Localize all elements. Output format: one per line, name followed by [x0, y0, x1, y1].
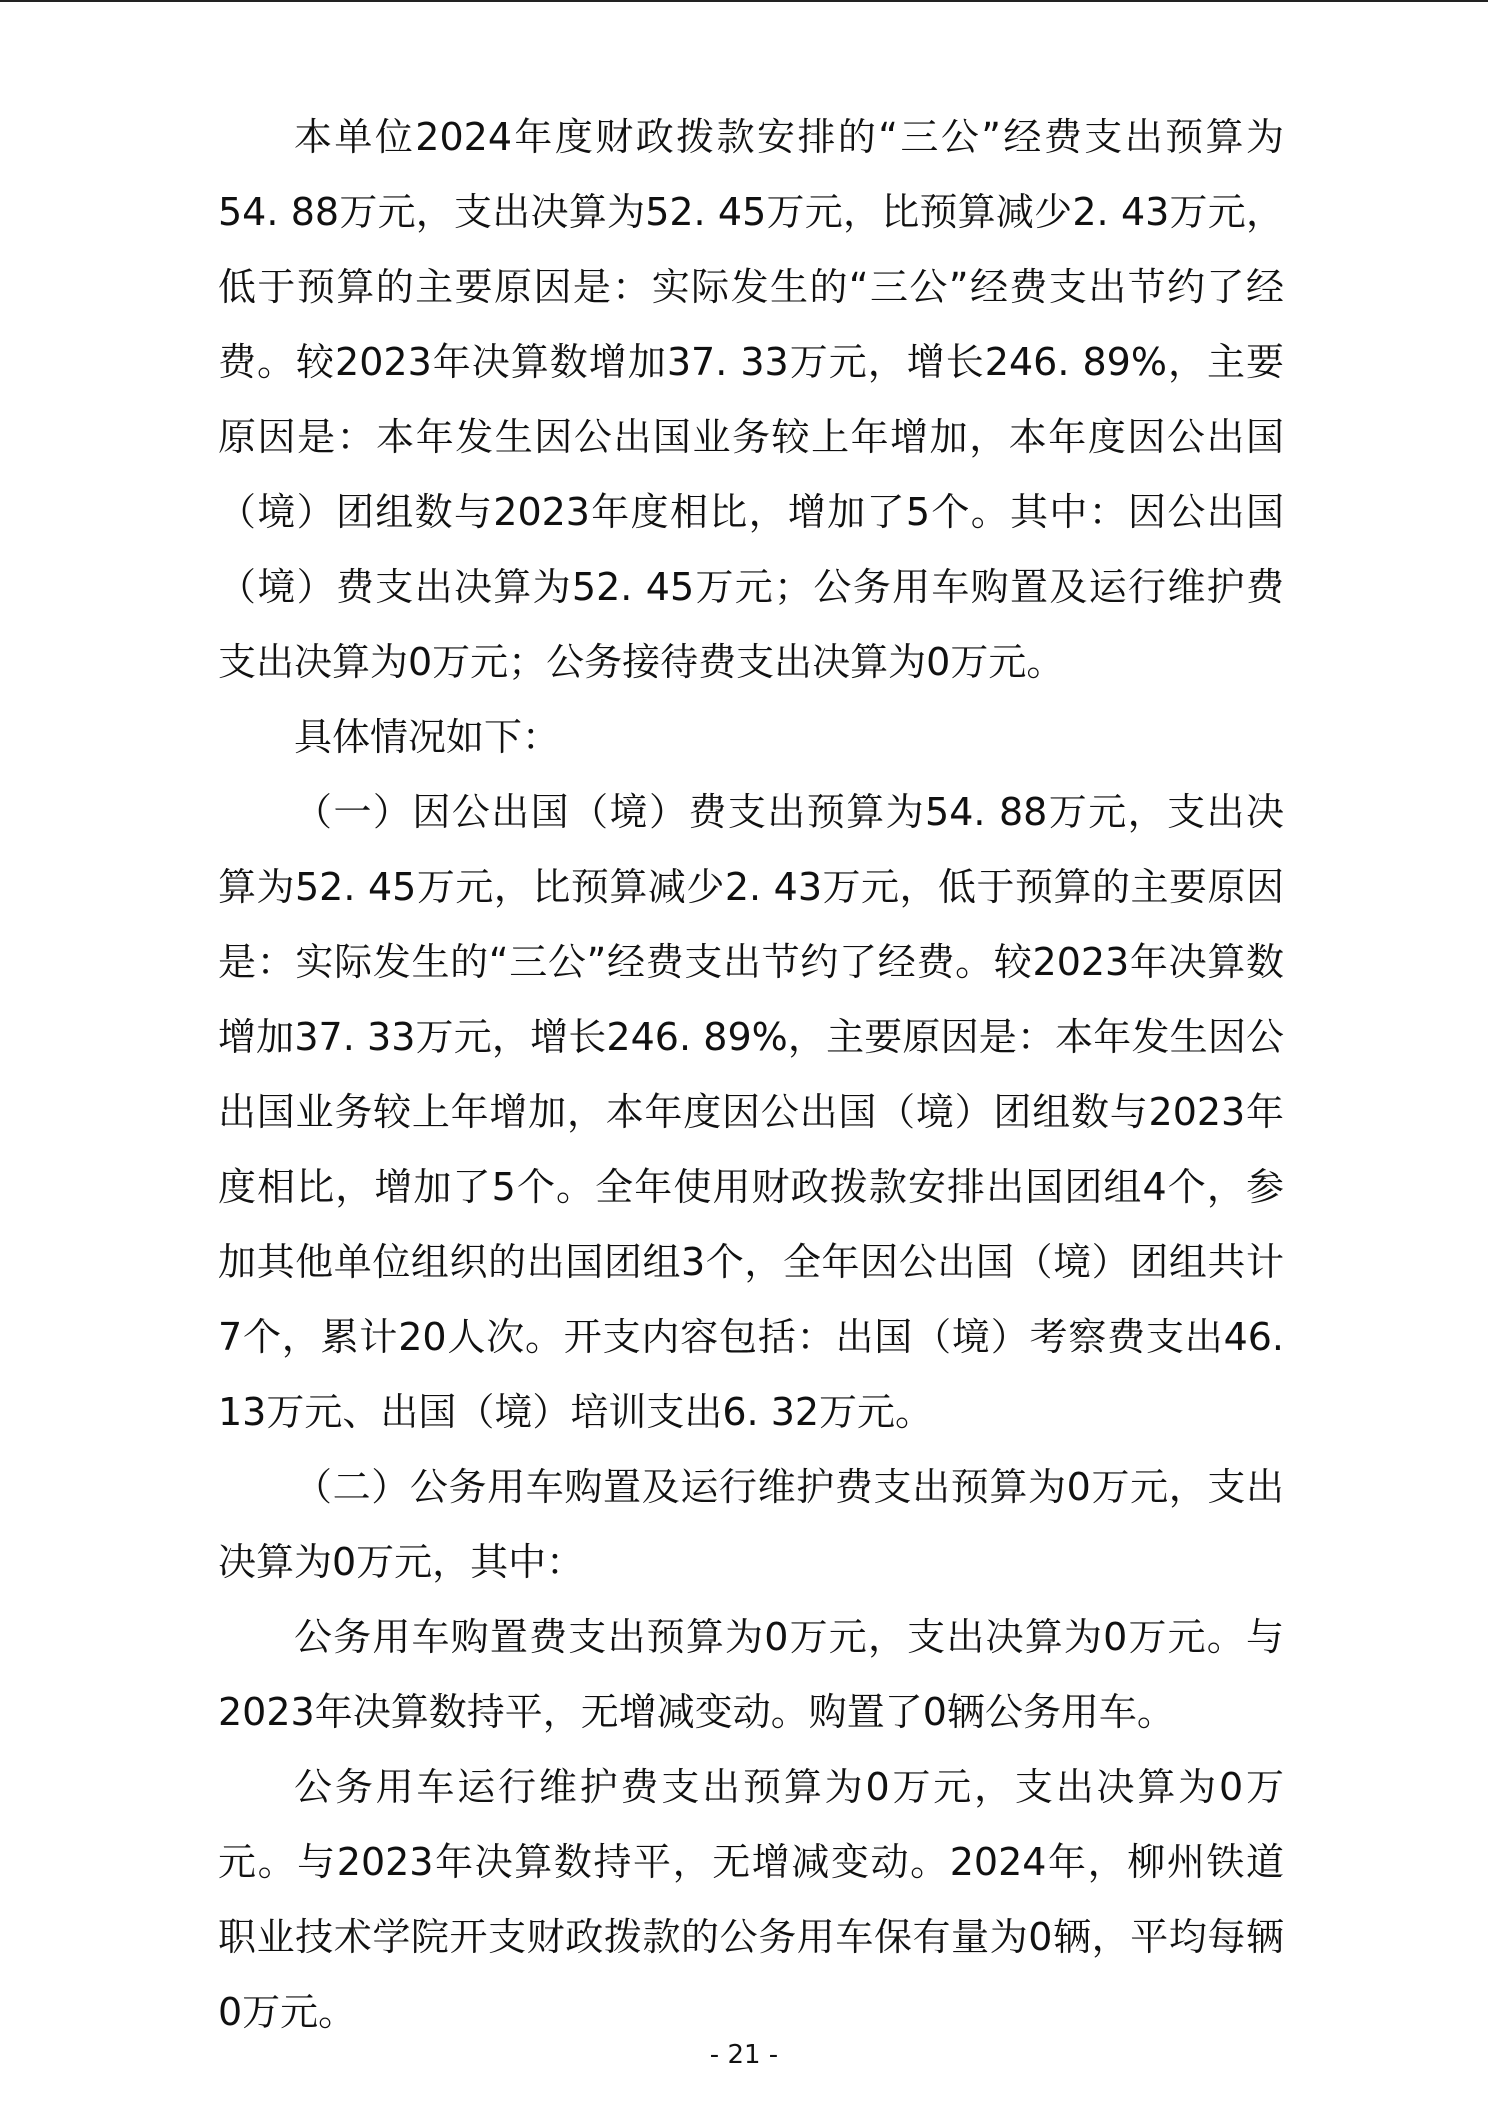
paragraph-section-1-overseas-travel: （一）因公出国（境）费支出预算为54. 88万元，支出决算为52. 45万元，比预算减少2. 43万元，低于预算的主要原因是：实际发生的“三公”经费支出节约了经费。较2023年决算数增加37. 33万元，增长246. 89%，主要原因是：本年发生因公出国业务较上年增加，本年度因公出国（境）团组数与2023年度相比，增加了5个。全年使用财政拨款安排出国团组4个，参加其他单位组织的出国团组3个，全年因公出国（境）团组共计7个，累计20人次。开支内容包括：出国（境）考察费支出46. 13万元、出国（境）培训支出6. 32万元。 — [218, 790, 1284, 1434]
paragraph-details-intro: 具体情况如下： — [294, 715, 561, 759]
paragraph-vehicle-maintenance: 公务用车运行维护费支出预算为0万元，支出决算为0万元。与2023年决算数持平，无增减变动。2024年，柳州铁道职业技术学院开支财政拨款的公务用车保有量为0辆，平均每辆0万元。 — [218, 1765, 1284, 2034]
page-number: - 21 - — [709, 2040, 779, 2070]
top-border-line — [0, 0, 1488, 2]
document-body — [218, 100, 1284, 2050]
paragraph-summary: 本单位2024年度财政拨款安排的“三公”经费支出预算为54. 88万元，支出决算为52. 45万元，比预算减少2. 43万元，低于预算的主要原因是：实际发生的“三公”经费支出节约了经费。较2023年决算数增加37. 33万元，增长246. 89%，主要原因是：本年发生因公出国业务较上年增加，本年度因公出国（境）团组数与2023年度相比，增加了5个。其中：因公出国（境）费支出决算为52. 45万元；公务用车购置及运行维护费支出决算为0万元；公务接待费支出决算为0万元。 — [218, 115, 1284, 684]
paragraph-vehicle-purchase: 公务用车购置费支出预算为0万元，支出决算为0万元。与2023年决算数持平，无增减变动。购置了0辆公务用车。 — [218, 1615, 1284, 1734]
paragraph-section-2-official-vehicles: （二）公务用车购置及运行维护费支出预算为0万元，支出决算为0万元，其中： — [218, 1465, 1284, 1584]
